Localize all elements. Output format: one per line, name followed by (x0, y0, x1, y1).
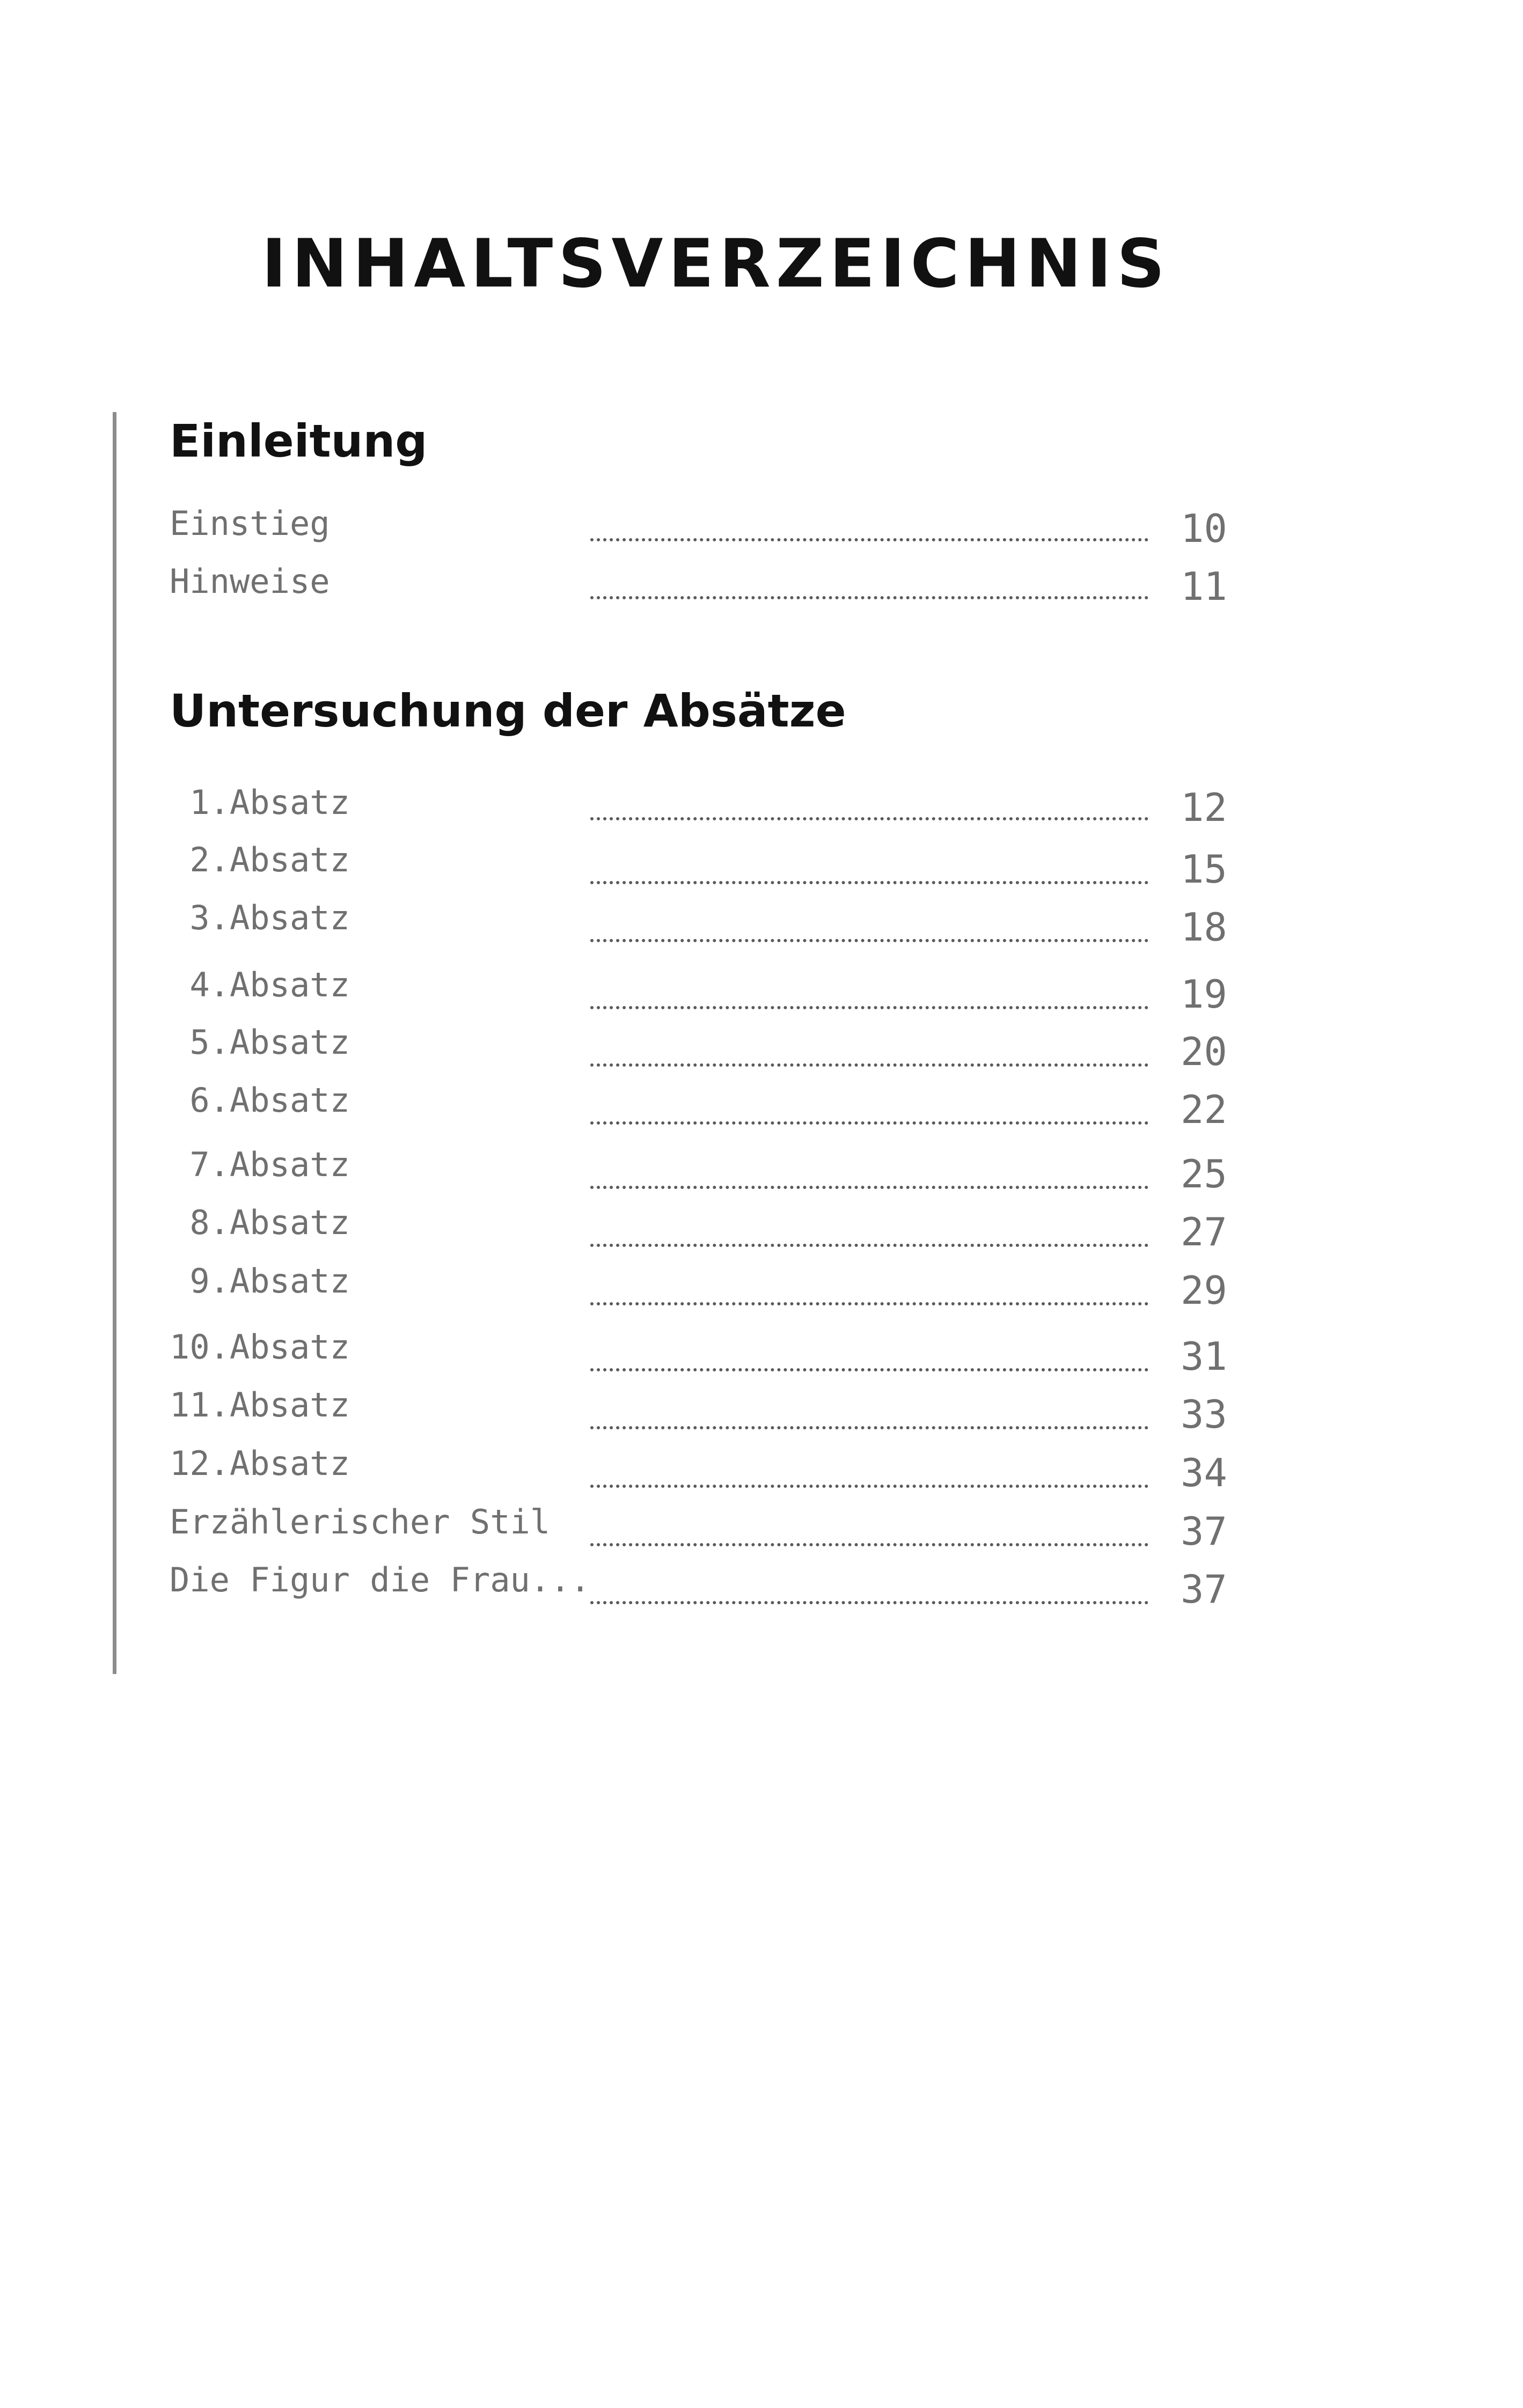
toc-entry-page: 22 (1181, 1087, 1227, 1132)
toc-entry (0, 1502, 1523, 1559)
toc-entry-page: 34 (1181, 1450, 1227, 1495)
toc-entry-page: 12 (1181, 785, 1227, 830)
toc-leader-dots (590, 1302, 1148, 1305)
toc-entry (0, 562, 1523, 619)
toc-entry-page: 18 (1181, 905, 1227, 950)
toc-leader-dots (590, 1063, 1148, 1067)
toc-leader-dots (590, 538, 1148, 541)
toc-leader-dots (590, 1485, 1148, 1488)
toc-entry-label: Einstieg (170, 504, 330, 543)
toc-entry-page: 37 (1181, 1567, 1227, 1612)
toc-leader-dots (590, 1368, 1148, 1371)
toc-entry-page: 11 (1181, 564, 1227, 609)
toc-entry-label: 8.Absatz (170, 1203, 350, 1242)
toc-entry-page: 27 (1181, 1209, 1227, 1254)
toc-leader-dots (590, 1601, 1148, 1604)
toc-entry-label: 4.Absatz (170, 965, 350, 1004)
toc-entry-label: 9.Absatz (170, 1261, 350, 1301)
toc-leader-dots (590, 1006, 1148, 1009)
toc-entry-label: 3.Absatz (170, 898, 350, 937)
toc-entry-label: 11.Absatz (170, 1385, 350, 1425)
toc-entry-page: 25 (1181, 1151, 1227, 1196)
toc-entry (0, 965, 1523, 1022)
toc-entry-page: 31 (1181, 1334, 1227, 1379)
toc-entry-label: 2.Absatz (170, 840, 350, 879)
toc-entry (0, 1444, 1523, 1501)
toc-entry-label: 12.Absatz (170, 1444, 350, 1483)
toc-leader-dots (590, 1244, 1148, 1247)
toc-entry-label: Die Figur die Frau... (170, 1560, 590, 1599)
toc-entry-label: 6.Absatz (170, 1081, 350, 1120)
toc-entry (0, 504, 1523, 561)
toc-entry (0, 898, 1523, 955)
page-title: INHALTSVERZEICHNIS (261, 225, 1170, 303)
toc-entry-page: 15 (1181, 847, 1227, 892)
toc-entry (0, 1327, 1523, 1384)
toc-leader-dots (590, 596, 1148, 599)
toc-entry (0, 1261, 1523, 1318)
toc-entry (0, 1081, 1523, 1137)
toc-entry-page: 20 (1181, 1029, 1227, 1074)
toc-entry-page: 33 (1181, 1392, 1227, 1437)
toc-entry (0, 783, 1523, 840)
toc-entry-page: 19 (1181, 972, 1227, 1017)
toc-entry-page: 29 (1181, 1268, 1227, 1313)
toc-entry-page: 10 (1181, 506, 1227, 551)
toc-leader-dots (590, 1543, 1148, 1546)
toc-entry-label: 10.Absatz (170, 1327, 350, 1367)
toc-leader-dots (590, 881, 1148, 884)
toc-leader-dots (590, 1121, 1148, 1125)
toc-entry-label: Erzählerischer Stil (170, 1502, 551, 1541)
toc-leader-dots (590, 939, 1148, 942)
toc-entry-label: Hinweise (170, 562, 330, 601)
toc-leader-dots (590, 1186, 1148, 1189)
toc-leader-dots (590, 1426, 1148, 1429)
toc-leader-dots (590, 817, 1148, 820)
toc-entry-label: 5.Absatz (170, 1023, 350, 1062)
toc-entry (0, 1560, 1523, 1617)
section-heading-einleitung: Einleitung (170, 415, 428, 467)
toc-entry-label: 7.Absatz (170, 1145, 350, 1184)
toc-entry-page: 37 (1181, 1509, 1227, 1554)
toc-entry (0, 1203, 1523, 1260)
section-heading-absaetze: Untersuchung der Absätze (170, 685, 846, 737)
toc-entry (0, 840, 1523, 897)
toc-entry (0, 1385, 1523, 1442)
toc-entry-label: 1.Absatz (170, 783, 350, 822)
toc-entry (0, 1023, 1523, 1080)
toc-entry (0, 1145, 1523, 1202)
